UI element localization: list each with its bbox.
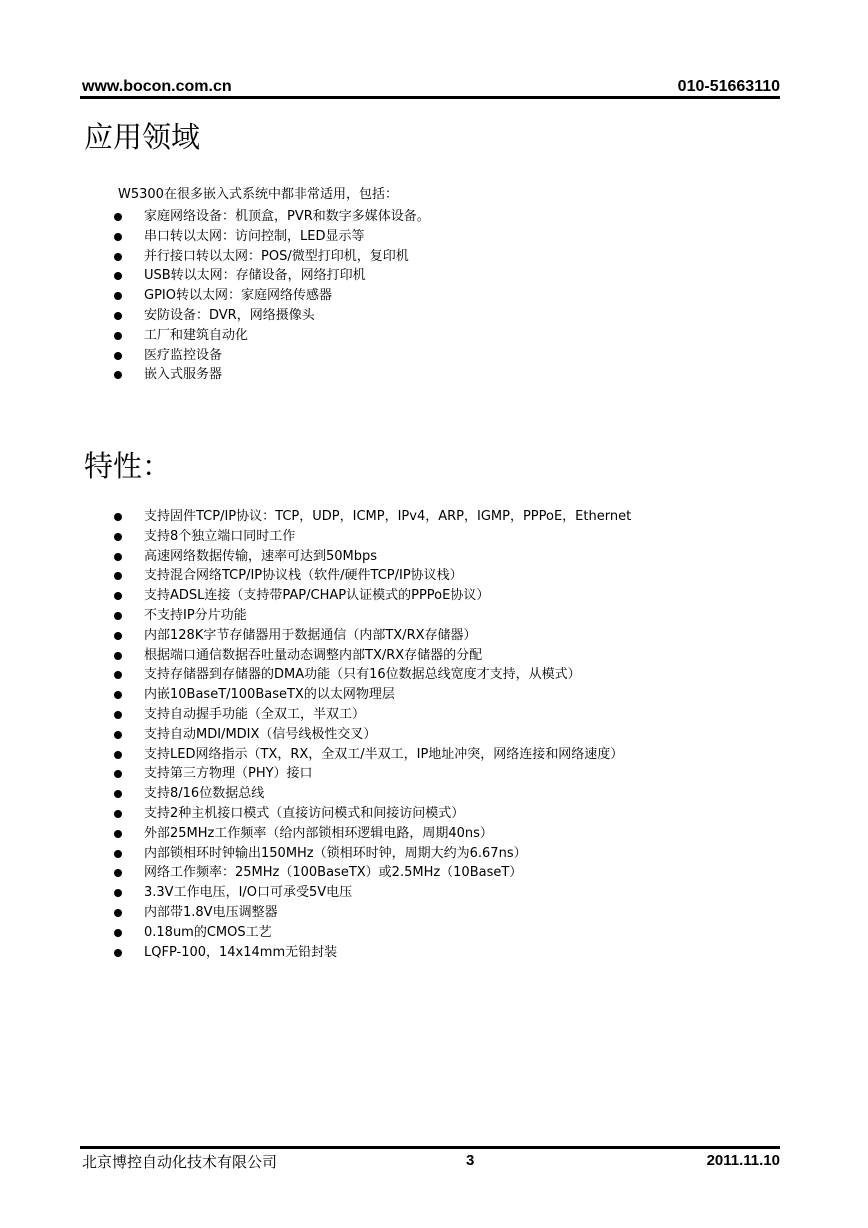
bullet-icon: [114, 553, 122, 561]
bullet-icon: [114, 652, 122, 660]
list-item: [114, 547, 631, 567]
list-item: [114, 665, 631, 685]
list-item: [114, 326, 430, 346]
applications-list: [114, 207, 430, 385]
list-item-text: 内部带1.8V电压调整器: [144, 904, 278, 920]
list-item-text: 支持8/16位数据总线: [144, 786, 265, 802]
list-item-text: 支持2种主机接口模式（直接访问模式和间接访问模式）: [144, 805, 465, 821]
list-item-text: 支持第三方物理（PHY）接口: [144, 766, 313, 782]
bullet-icon: [114, 572, 122, 580]
list-item-text: 网络工作频率：25MHz（100BaseTX）或2.5MHz（10BaseT）: [144, 865, 523, 881]
list-item-text: 并行接口转以太网：POS/微型打印机，复印机: [144, 248, 409, 264]
list-item: [114, 227, 430, 247]
list-item: [114, 266, 430, 286]
list-item-text: LQFP-100，14x14mm无铅封装: [144, 944, 338, 960]
bullet-icon: [114, 731, 122, 739]
list-item-text: 内嵌10BaseT/100BaseTX的以太网物理层: [144, 687, 395, 703]
list-item: [114, 705, 631, 725]
list-item: [114, 365, 430, 385]
bullet-icon: [114, 790, 122, 798]
bullet-icon: [114, 513, 122, 521]
bullet-icon: [114, 949, 122, 957]
list-item: [114, 923, 631, 943]
list-item: [114, 346, 430, 366]
list-item-text: 工厂和建筑自动化: [144, 327, 249, 343]
list-item: [114, 606, 631, 626]
bullet-icon: [114, 671, 122, 679]
list-item-text: 支持8个独立端口同时工作: [144, 528, 296, 544]
bullet-icon: [114, 711, 122, 719]
bullet-icon: [114, 909, 122, 917]
list-item-text: 支持ADSL连接（支持带PAP/CHAP认证模式的PPPoE协议）: [144, 588, 490, 604]
list-item: [114, 207, 430, 227]
bullet-icon: [114, 371, 122, 379]
list-item-text: 内部锁相环时钟输出150MHz（锁相环时钟，周期大约为6.67ns）: [144, 845, 527, 861]
bullet-icon: [114, 889, 122, 897]
features-list: [114, 507, 631, 962]
bullet-icon: [114, 770, 122, 778]
list-item: [114, 586, 631, 606]
bullet-icon: [114, 312, 122, 320]
bullet-icon: [114, 292, 122, 300]
list-item: [114, 844, 631, 864]
bullet-icon: [114, 332, 122, 340]
list-item-text: 支持LED网络指示（TX，RX，全双工/半双工，IP地址冲突，网络连接和网络速度）: [144, 746, 624, 762]
list-item: [114, 943, 631, 963]
list-item-text: 支持固件TCP/IP协议：TCP，UDP，ICMP，IPv4，ARP，IGMP，PPPoE，Ethernet: [144, 509, 632, 524]
list-item-text: 不支持IP分片功能: [144, 607, 247, 623]
bullet-icon: [114, 869, 122, 877]
list-item-text: 支持存储器到存储器的DMA功能（只有16位数据总线宽度才支持，从模式）: [144, 667, 581, 683]
list-item-text: 根据端口通信数据吞吐量动态调整内部TX/RX存储器的分配: [144, 647, 483, 663]
list-item-text: 高速网络数据传输，速率可达到50Mbps: [144, 548, 378, 564]
features-title: 特性：: [84, 449, 172, 483]
list-item: [114, 566, 631, 586]
bullet-icon: [114, 592, 122, 600]
list-item-text: 家庭网络设备：机顶盒，PVR和数字多媒体设备。: [144, 209, 430, 224]
list-item: [114, 863, 631, 883]
footer-company: 北京博控自动化技术有限公司: [82, 1153, 278, 1171]
list-item: [114, 527, 631, 547]
list-item: [114, 745, 631, 765]
list-item-text: USB转以太网：存储设备，网络打印机: [144, 268, 366, 284]
list-item: [114, 903, 631, 923]
list-item: [114, 626, 631, 646]
bullet-icon: [114, 810, 122, 818]
list-item-text: 串口转以太网：访问控制，LED显示等: [144, 228, 365, 244]
bullet-icon: [114, 253, 122, 261]
list-item-text: GPIO转以太网：家庭网络传感器: [144, 288, 332, 304]
bullet-icon: [114, 533, 122, 541]
list-item-text: 3.3V工作电压，I/O口可承受5V电压: [144, 885, 353, 901]
list-item-text: 外部25MHz工作频率（给内部锁相环逻辑电路，周期40ns）: [144, 825, 493, 841]
list-item-text: 支持自动MDI/MDIX（信号线极性交叉）: [144, 726, 377, 742]
footer-divider: [80, 1146, 780, 1149]
list-item: [114, 646, 631, 666]
bullet-icon: [114, 612, 122, 620]
footer-date: 2011.11.10: [706, 1152, 780, 1169]
bullet-icon: [114, 830, 122, 838]
bullet-icon: [114, 352, 122, 360]
list-item-text: 医疗监控设备: [144, 347, 223, 363]
list-item-text: 嵌入式服务器: [144, 367, 223, 383]
list-item: [114, 824, 631, 844]
list-item: [114, 725, 631, 745]
header-phone: 010-51663110: [677, 78, 780, 95]
bullet-icon: [114, 272, 122, 280]
list-item: [114, 247, 430, 267]
applications-intro: W5300在很多嵌入式系统中都非常适用，包括：: [118, 187, 398, 202]
list-item: [114, 804, 631, 824]
header-divider: [80, 96, 780, 99]
list-item-text: 安防设备：DVR，网络摄像头: [144, 307, 315, 323]
list-item-text: 支持自动握手功能（全双工，半双工）: [144, 706, 366, 722]
bullet-icon: [114, 929, 122, 937]
list-item-text: 支持混合网络TCP/IP协议栈（软件/硬件TCP/IP协议栈）: [144, 568, 463, 584]
page-number: 3: [466, 1152, 475, 1169]
list-item: [114, 306, 430, 326]
applications-title: 应用领域: [84, 120, 201, 154]
header-url: www.bocon.com.cn: [82, 78, 232, 95]
list-item: [114, 507, 631, 527]
list-item-text: 0.18um的CMOS工艺: [144, 924, 272, 940]
bullet-icon: [114, 632, 122, 640]
bullet-icon: [114, 691, 122, 699]
list-item: [114, 685, 631, 705]
bullet-icon: [114, 751, 122, 759]
list-item-text: 内部128K字节存储器用于数据通信（内部TX/RX存储器）: [144, 627, 477, 643]
list-item: [114, 883, 631, 903]
list-item: [114, 764, 631, 784]
list-item: [114, 784, 631, 804]
bullet-icon: [114, 850, 122, 858]
list-item: [114, 286, 430, 306]
bullet-icon: [114, 213, 122, 221]
bullet-icon: [114, 233, 122, 241]
